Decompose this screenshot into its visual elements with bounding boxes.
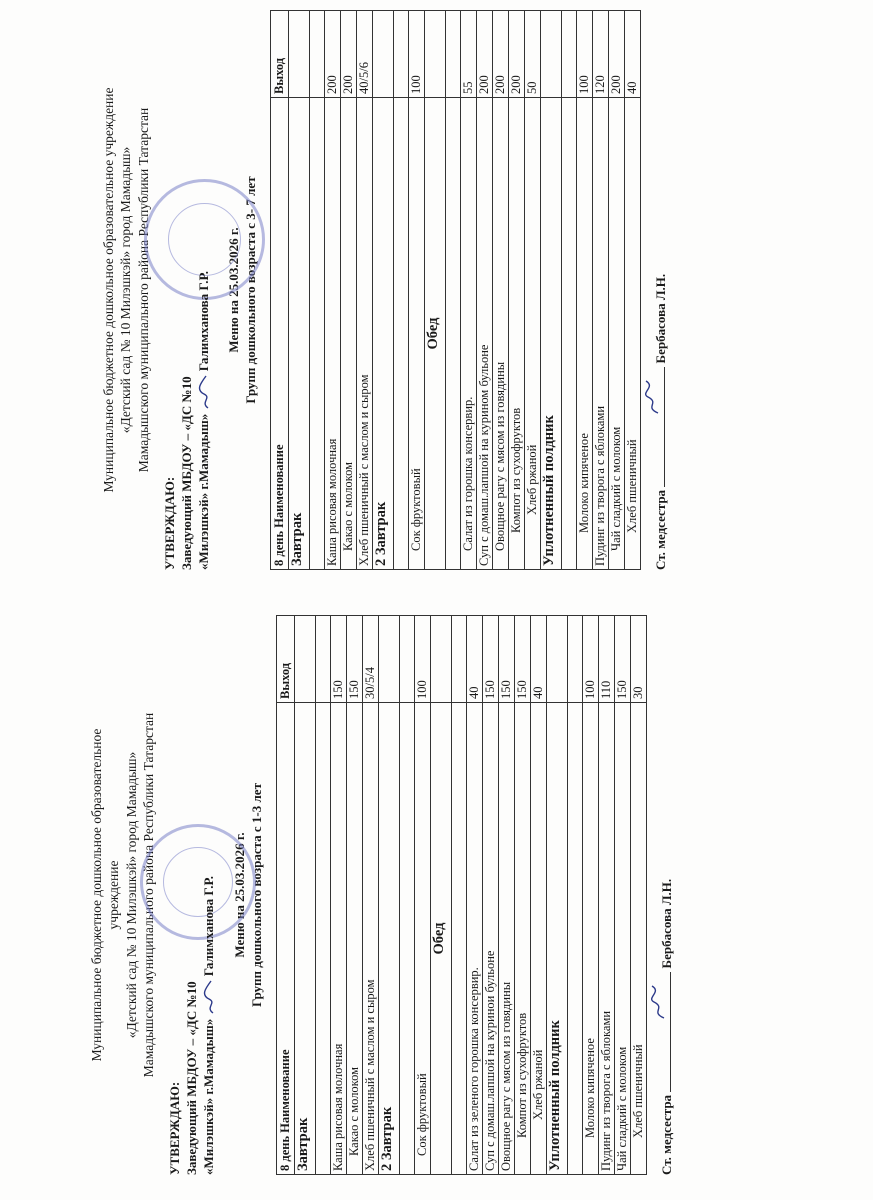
section-row — [289, 11, 310, 570]
org-line: Муниципальное бюджетное дошкольное образовательное — [89, 728, 104, 1062]
menu-date: Меню на 25.03.2026 г. — [231, 832, 247, 958]
table-row — [509, 11, 525, 570]
dish-name: Салат из зеленого горошка консервир. — [466, 703, 482, 1175]
nurse-name: Бербасова Л.Н. — [658, 878, 674, 969]
dish-out: 100 — [582, 616, 598, 703]
org-line: Мамадышского муниципального района Республики Татарстан — [140, 712, 156, 1078]
dish-name: Хлеб пшеничный — [625, 98, 641, 570]
approve-position: Заведующий МБДОУ – «ДС №10 — [183, 981, 199, 1175]
dish-out: 150 — [482, 616, 498, 703]
signature-icon — [648, 982, 668, 1022]
dish-name: Какао с молоком — [341, 98, 357, 570]
table-row — [609, 11, 625, 570]
section-title: Обед — [430, 703, 451, 1175]
dish-out: 150 — [346, 616, 362, 703]
table-row — [461, 11, 477, 570]
dish-out: 200 — [609, 11, 625, 98]
table-row — [325, 11, 341, 570]
table-header — [276, 616, 294, 1175]
dish-out: 200 — [509, 11, 525, 98]
section-row — [430, 616, 451, 1175]
dish-name: Хлеб пшеничный с маслом и сыром — [357, 98, 373, 570]
table-row — [630, 616, 646, 1175]
signature-icon — [642, 377, 662, 417]
org-line: учреждение — [106, 860, 122, 930]
dish-out: 150 — [614, 616, 630, 703]
table-row — [446, 11, 461, 570]
signature-icon — [203, 980, 217, 1016]
dish-out: 150 — [498, 616, 514, 703]
nurse-signature — [659, 615, 675, 1175]
dish-out: 100 — [577, 11, 593, 98]
table-row — [577, 11, 593, 570]
table-row — [394, 11, 409, 570]
dish-name: Хлеб пшеничный — [630, 703, 646, 1175]
dish-out: 120 — [593, 11, 609, 98]
table-row — [482, 616, 498, 1175]
dish-out: 200 — [341, 11, 357, 98]
table-row — [362, 616, 378, 1175]
table-row — [598, 616, 614, 1175]
table-header — [271, 11, 289, 570]
approve-name: Галимханова Г.Р. — [200, 875, 216, 977]
dish-name: Салат из горошка консервир. — [461, 98, 477, 570]
approve-label: УТВЕРЖДАЮ: — [161, 476, 177, 570]
menu-group: Групп дошкольного возраста с 1-3 лет — [248, 783, 264, 1007]
section-row — [425, 11, 446, 570]
table-row — [414, 616, 430, 1175]
table-row — [357, 11, 373, 570]
table-row — [625, 11, 641, 570]
dish-out: 55 — [461, 11, 477, 98]
dish-name: Каша рисовая молочная — [330, 703, 346, 1175]
table-row — [330, 616, 346, 1175]
nurse-label: Ст. медсестра — [658, 1094, 674, 1175]
menu-right — [100, 10, 669, 570]
approval-block — [167, 615, 218, 1175]
section-row — [541, 11, 562, 570]
signature-line — [660, 972, 671, 1092]
signature-line — [654, 367, 665, 487]
dish-out: 100 — [414, 616, 430, 703]
table-row — [341, 11, 357, 570]
dish-out: 50 — [525, 11, 541, 98]
nurse-label: Ст. медсестра — [653, 489, 669, 570]
dish-name: Хлеб ржаной — [530, 703, 546, 1175]
dish-name: Суп с домаш.лапшой на курином бульоне — [477, 98, 493, 570]
approve-position: Заведующий МБДОУ – «ДС №10 — [178, 376, 194, 570]
section-title: Уплотненный полдник — [546, 703, 567, 1175]
nurse-name: Бербасова Л.Н. — [653, 273, 669, 364]
dish-out: 200 — [477, 11, 493, 98]
section-row — [378, 616, 399, 1175]
table-row — [582, 616, 598, 1175]
menu-group: Групп дошкольного возраста с 3- 7 лет — [243, 176, 259, 404]
approve-org: «Милэшкэй» г.Мамадыш» — [200, 1018, 216, 1175]
menu-date: Меню на 25.03.2026 г. — [226, 227, 242, 353]
dish-name: Компот из сухофруктов — [514, 703, 530, 1175]
dish-out: 40 — [625, 11, 641, 98]
approval-block — [162, 10, 213, 570]
section-title: Уплотненный полдник — [541, 98, 562, 570]
org-line: «Детский сад № 10 Милэшкэй» город Мамадыш» — [118, 146, 134, 434]
approve-signature-line — [201, 615, 218, 1175]
table-row — [593, 11, 609, 570]
header-out: Выход — [276, 616, 294, 703]
approve-label: УТВЕРЖДАЮ: — [167, 1081, 183, 1175]
org-line: «Детский сад № 10 Милэшкэй» город Мамадыш» — [123, 751, 139, 1039]
menu-left — [88, 615, 674, 1175]
menu-table — [276, 615, 647, 1175]
signature-icon — [198, 375, 212, 411]
table-row — [614, 616, 630, 1175]
header-name: 8 день Наименование — [271, 98, 289, 570]
approve-org: «Милэшкэй» г.Мамадыш» — [195, 413, 211, 570]
org-line: Муниципальное бюджетное дошкольное образовательное учреждение — [101, 87, 116, 493]
dish-name: Сок фруктовый — [409, 98, 425, 570]
table-row — [399, 616, 414, 1175]
header-out: Выход — [271, 11, 289, 98]
dish-name: Суп с домаш.лапшой на куринои бульоне — [482, 703, 498, 1175]
section-title: 2 Завтрак — [378, 703, 399, 1175]
table-row — [525, 11, 541, 570]
table-row — [562, 11, 577, 570]
dish-out: 30 — [630, 616, 646, 703]
table-row — [409, 11, 425, 570]
dish-out: 200 — [493, 11, 509, 98]
nurse-signature — [653, 10, 669, 570]
table-row — [477, 11, 493, 570]
table-row — [310, 11, 325, 570]
section-title: Завтрак — [289, 98, 310, 570]
section-title: 2 Завтрак — [373, 98, 394, 570]
table-row — [514, 616, 530, 1175]
section-row — [294, 616, 315, 1175]
dish-out: 150 — [330, 616, 346, 703]
table-row — [466, 616, 482, 1175]
table-row — [498, 616, 514, 1175]
dish-out: 40 — [530, 616, 546, 703]
menu-table — [270, 10, 641, 570]
dish-out: 40 — [466, 616, 482, 703]
dish-name: Пудинг из творога с яблоками — [598, 703, 614, 1175]
section-row — [373, 11, 394, 570]
table-row — [451, 616, 466, 1175]
dish-name: Компот из сухофруктов — [509, 98, 525, 570]
dish-name: Молоко кипяченое — [582, 703, 598, 1175]
dish-name: Хлеб пшеничный с маслом и сыром — [362, 703, 378, 1175]
dish-name: Хлеб ржаной — [525, 98, 541, 570]
table-row — [346, 616, 362, 1175]
header-name: 8 день Наименование — [276, 703, 294, 1175]
table-row — [315, 616, 330, 1175]
dish-name: Каша рисовая молочная — [325, 98, 341, 570]
dish-name: Чай сладкий с молоком — [614, 703, 630, 1175]
approve-name: Галимханова Г.Р. — [195, 270, 211, 372]
dish-out: 110 — [598, 616, 614, 703]
dish-name: Какао с молоком — [346, 703, 362, 1175]
dish-name: Овощное рагу с мясом из говядины — [498, 703, 514, 1175]
dish-name: Сок фруктовый — [414, 703, 430, 1175]
dish-out: 150 — [514, 616, 530, 703]
org-header — [100, 10, 152, 570]
dish-name: Чай сладкий с молоком — [609, 98, 625, 570]
dish-out: 30/5/4 — [362, 616, 378, 703]
dish-out: 100 — [409, 11, 425, 98]
dish-out: 40/5/6 — [357, 11, 373, 98]
dish-name: Овощное рагу с мясом из говядины — [493, 98, 509, 570]
dish-out: 200 — [325, 11, 341, 98]
table-row — [493, 11, 509, 570]
dish-name: Молоко кипяченое — [577, 98, 593, 570]
section-title: Завтрак — [294, 703, 315, 1175]
org-line: Мамадышского муниципального района Республики Татарстан — [135, 107, 151, 473]
section-title: Обед — [425, 98, 446, 570]
table-row — [530, 616, 546, 1175]
approve-signature-line — [196, 10, 213, 570]
section-row — [546, 616, 567, 1175]
dish-name: Пудинг из творога с яблоками — [593, 98, 609, 570]
table-row — [567, 616, 582, 1175]
